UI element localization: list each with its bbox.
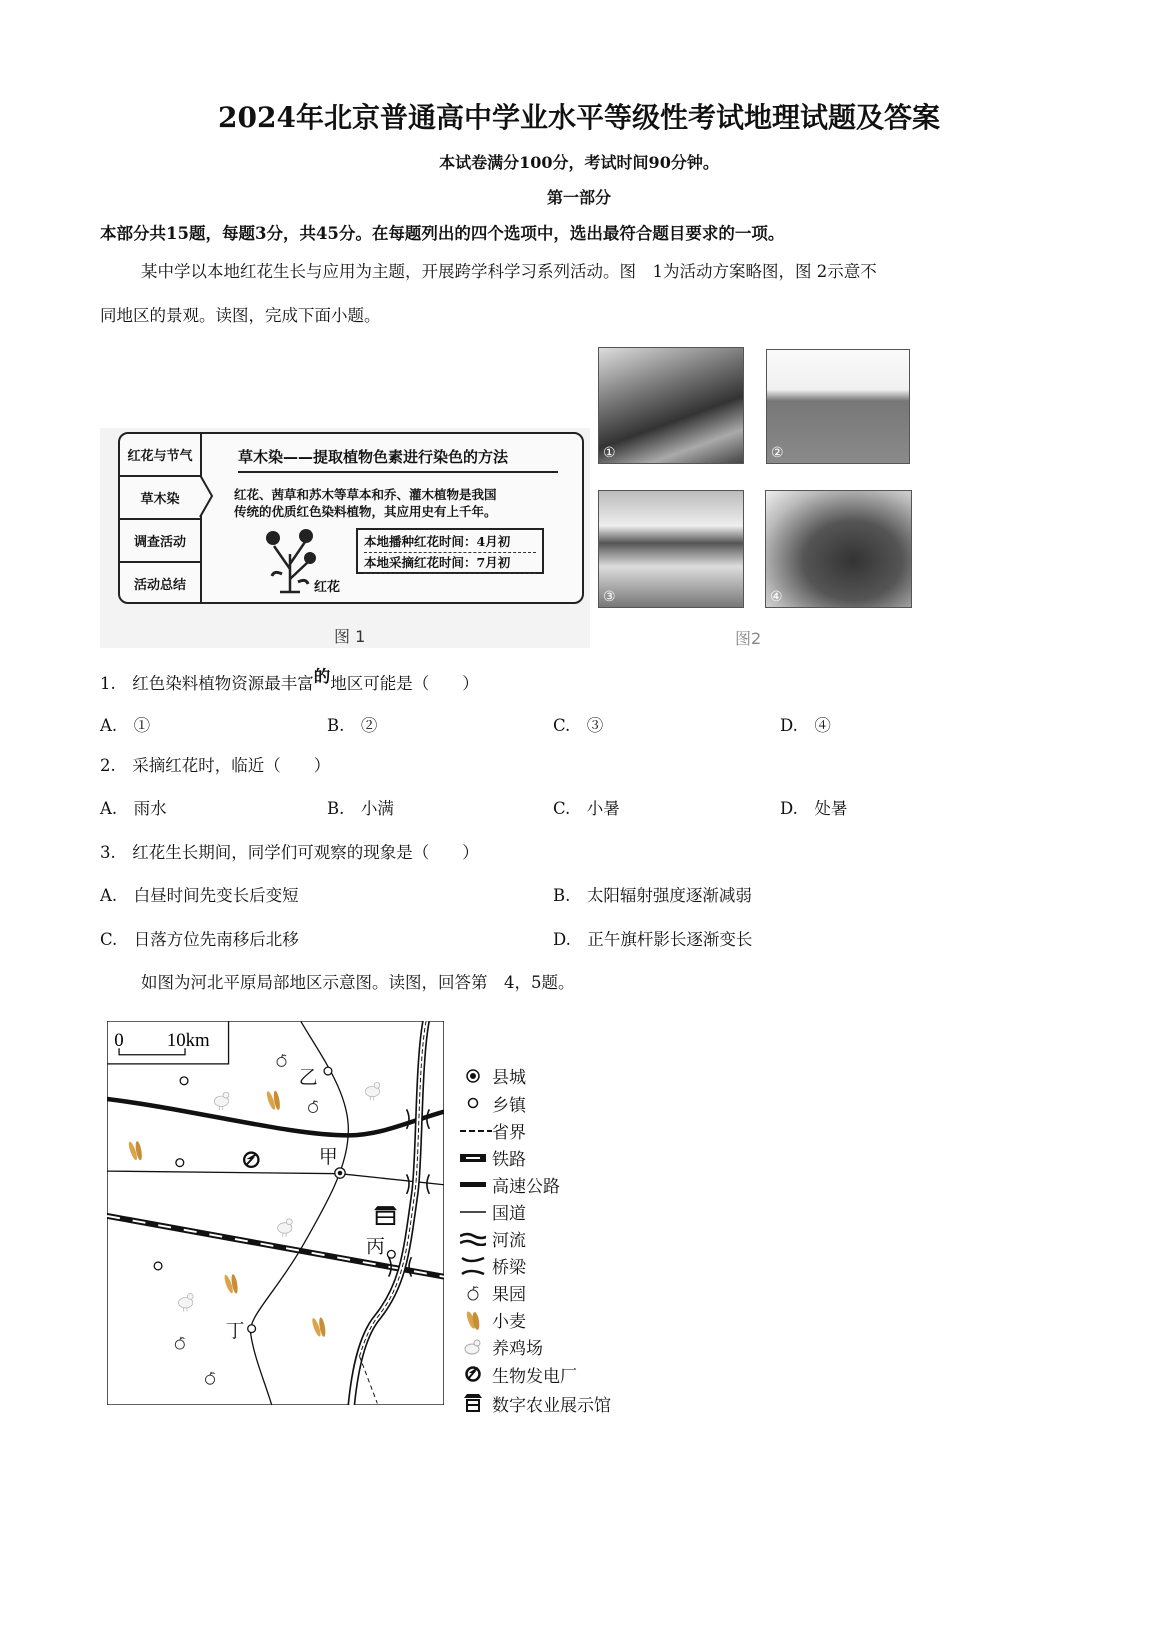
q3-option-b[interactable]: B. 太阳辐射强度逐渐减弱 xyxy=(553,886,752,905)
legend-province-border xyxy=(460,1117,640,1144)
legend-town xyxy=(460,1089,640,1117)
place-bing: 丙 xyxy=(365,1236,385,1258)
legend-orchard xyxy=(460,1279,640,1306)
question-2: 2. 采摘红花时，临近（ ） xyxy=(100,756,331,775)
legend-label: 数字农业展示馆 xyxy=(492,1395,611,1416)
landscape-photo-2 xyxy=(766,349,910,464)
landscape-photo-1 xyxy=(598,347,744,464)
wheat-icon xyxy=(460,1309,486,1331)
q3-option-a[interactable]: A. 白昼时间先变长后变短 xyxy=(100,886,299,905)
chicken-farm-icon xyxy=(460,1338,486,1356)
scale-km: 10km xyxy=(166,1030,210,1052)
railway-icon xyxy=(460,1154,486,1162)
tab-survey: 调查活动 xyxy=(120,520,200,563)
power-plant-icon xyxy=(460,1365,486,1383)
tab-plant-dyeing: 草木染 xyxy=(120,477,200,520)
legend-label: 桥梁 xyxy=(492,1258,526,1278)
legend-expressway xyxy=(460,1171,640,1198)
place-yi: 乙 xyxy=(298,1067,318,1089)
legend-label: 河流 xyxy=(492,1231,526,1251)
province-border-icon xyxy=(460,1129,492,1133)
legend-railway xyxy=(460,1144,640,1171)
county-city-icon xyxy=(460,1068,486,1084)
legend-label: 养鸡场 xyxy=(492,1339,543,1359)
county-city-jia xyxy=(335,1168,345,1178)
q1-option-c[interactable]: C. ③ xyxy=(553,716,604,735)
safflower-label: 红花 xyxy=(314,580,341,595)
landscape-photo-4 xyxy=(765,490,912,608)
pick-date: 本地采摘红花时间：7月初 xyxy=(364,553,536,574)
intro-line-1: 某中学以本地红花生长与应用为主题，开展跨学科学习系列活动。图 1为活动方案略图，图 2示意不 xyxy=(141,262,877,281)
q1-option-b[interactable]: B. ② xyxy=(327,716,378,735)
q1-option-d[interactable]: D. ④ xyxy=(780,716,831,735)
intro-line-2: 同地区的景观。读图，完成下面小题。 xyxy=(100,306,381,325)
legend-wheat xyxy=(460,1306,640,1333)
legend-label: 果园 xyxy=(492,1285,526,1305)
figure-1 xyxy=(100,428,590,648)
legend-label: 乡镇 xyxy=(492,1095,526,1116)
legend-label: 县城 xyxy=(492,1068,526,1088)
river-icon xyxy=(460,1232,486,1246)
part-title: 第一部分 xyxy=(546,188,611,207)
legend-label: 生物发电厂 xyxy=(492,1366,577,1387)
question-3: 3. 红花生长期间，同学们可观察的现象是（ ） xyxy=(100,843,479,862)
safflower-drawing-icon xyxy=(260,524,320,594)
q2-option-b[interactable]: B. 小满 xyxy=(327,799,394,818)
figure1-heading: 草木染——提取植物色素进行染色的方法 xyxy=(238,446,558,473)
exam-info: 本试卷满分100分，考试时间90分钟。 xyxy=(439,153,719,172)
map-legend xyxy=(460,1062,640,1418)
activity-plan-box xyxy=(118,432,584,604)
intro-map: 如图为河北平原局部地区示意图。读图，回答第 4，5题。 xyxy=(141,973,575,992)
q3-option-c[interactable]: C. 日落方位先南移后北移 xyxy=(100,930,299,949)
landscape-photo-3 xyxy=(598,490,744,608)
legend-label: 国道 xyxy=(492,1204,526,1224)
exhibition-hall-icon xyxy=(460,1393,486,1413)
expressway-icon xyxy=(460,1182,486,1188)
power-plant-icon xyxy=(244,1153,258,1167)
local-dates-note xyxy=(356,528,544,574)
part-instruction: 本部分共15题，每题3分，共45分。在每题列出的四个选项中，选出最符合题目要求的一项。 xyxy=(100,224,785,243)
figure1-caption: 图 1 xyxy=(334,627,366,646)
question-1-stem-end: 地区可能是（ ） xyxy=(330,674,479,693)
tab-summary: 活动总结 xyxy=(133,578,186,593)
tab-safflower-solar-terms: 红花与节气 xyxy=(120,434,200,477)
document-title: 2024年北京普通高中学业水平等级性考试地理试题及答案 xyxy=(218,101,940,134)
bridge-icon xyxy=(460,1256,486,1276)
q2-option-d[interactable]: D. 处暑 xyxy=(780,799,848,818)
legend-exhibition-hall xyxy=(460,1388,640,1418)
photo-number: ① xyxy=(603,445,616,461)
place-ding: 丁 xyxy=(225,1320,245,1342)
question-1-stem-char: 的 xyxy=(313,667,331,686)
q2-option-a[interactable]: A. 雨水 xyxy=(100,799,167,818)
legend-label: 省界 xyxy=(492,1123,526,1143)
place-jia: 甲 xyxy=(318,1146,338,1168)
exhibition-hall-icon xyxy=(374,1206,397,1224)
figure1-text-line-1: 红花、茜草和苏木等草本和乔、灌木植物是我国 xyxy=(234,487,497,502)
sow-date: 本地播种红花时间：4月初 xyxy=(364,532,536,553)
legend-label: 铁路 xyxy=(492,1150,526,1170)
question-1 xyxy=(100,667,479,694)
photo-number: ④ xyxy=(770,589,783,605)
town-icon xyxy=(460,1096,486,1110)
hebei-plain-map xyxy=(107,1021,444,1405)
scale-zero: 0 xyxy=(114,1030,124,1052)
figure2-caption: 图2 xyxy=(735,629,762,648)
photo-number: ② xyxy=(771,445,784,461)
figure1-text-line-2: 传统的优质红色染料植物，其应用史有上千年。 xyxy=(234,504,497,519)
legend-chicken-farm xyxy=(460,1333,640,1360)
photo-number: ③ xyxy=(603,589,616,605)
legend-national-road xyxy=(460,1198,640,1225)
legend-county xyxy=(460,1062,640,1089)
legend-river xyxy=(460,1225,640,1252)
legend-power-plant xyxy=(460,1360,640,1388)
question-1-stem: 1. 红色染料植物资源最丰富 xyxy=(100,674,314,693)
q2-option-c[interactable]: C. 小暑 xyxy=(553,799,620,818)
active-tab-arrow xyxy=(198,475,214,517)
activity-tabs xyxy=(120,434,202,602)
legend-label: 高速公路 xyxy=(492,1177,560,1197)
q1-option-a[interactable]: A. ① xyxy=(100,716,151,735)
figure1-text xyxy=(234,486,497,520)
orchard-icon xyxy=(460,1285,486,1301)
national-road-icon xyxy=(460,1210,486,1214)
legend-bridge xyxy=(460,1252,640,1279)
legend-label: 小麦 xyxy=(492,1312,526,1332)
q3-option-d[interactable]: D. 正午旗杆影长逐渐变长 xyxy=(553,930,753,949)
